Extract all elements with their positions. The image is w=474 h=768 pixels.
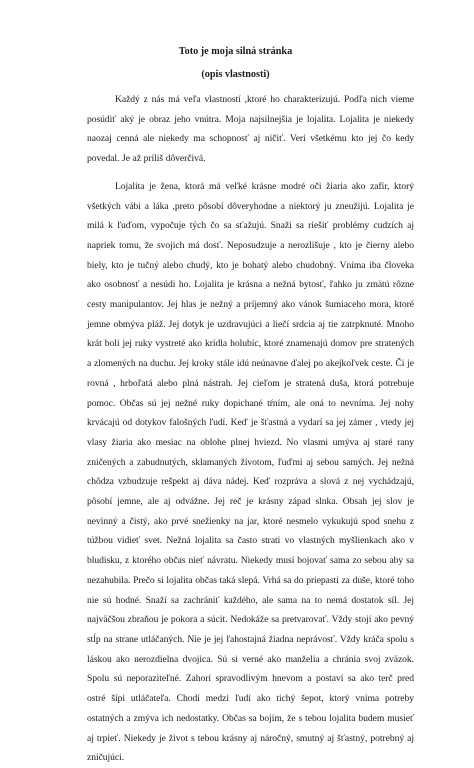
paragraph-description: Lojalita je žena, ktorá má veľké krásne modré oči žiaria ako zafír, ktorý všetkých vábi a láka ,preto pôsobí dôveryhodne a niektorý ju zneužijú. Lojalita je milá k ľuďom, vypočuje tých čo sa sťažujú. Snaží sa riešiť problémy cudzích aj napriek tomu, že svojich má dosť. Neposudzuje a nerozlišuje , kto je čierny alebo biely, kto je tučný alebo chudý, kto je bohatý alebo chudobný. Vníma iba človeka ako osobnosť a nesúdi ho. Lojalita je krásna a nežná bytosť, ľahko ju zmätú rôzne cesty manipulantov. Jej hlas je nežný a príjemný ako vánok šumiaceho mora, ktoré jemne obmýva pláž. Jej dotyk je uzdravujúci a liečí srdcia aj tie zatrpknuté. Mnoho krát boli jej ruky vystreté ako krídla holubíc, ktoré znamenajú domov pre stratených a zlomených na duchu. Jej kroky stále idú neúnavne ďalej po akejkoľvek ceste. Či je rovná , hrboľatá alebo plná nástrah. Jej cieľom je stratená duša, ktorá potrebuje pomoc. Občas sú jej nežné ruky dopichané tŕním, ale oná to nevníma. Jej nohy krvácajú od dotykov falošných ľudí. Keď je šťastná a vydarí sa jej zámer , vtedy jej vlasy žiaria ako mesiac na oblohe plnej hviezd. No vlasmi umýva aj staré rany zničených a zabudnutých, sklamaných životom, ľuďmi aj sebou samých. Jej nežná chôdza vzbudzuje rešpekt aj dáva nádej. Keď rozpráva a slová z nej vychádzajú, pôsobí jemne, ale aj odvážne. Jej reč je krásny západ slnka. Obsah jej slov je nevinný a čistý, ako prvé snežienky na jar, ktoré nesmelo vykukujú spod snehu z túžbou vidieť svet. Nežná lojalita sa často strati vo vlastných myšlienkach ako v bludisku, z ktorého občas nieť návratu. Niekedy musí bojovať sama zo sebou aby sa nezahubila. Prečo si lojalita občas taká slepá. Vrhá sa do priepasti za duše, ktoré toho nie sú hodné. Snaží sa zachrániť každého, ale sama na to nemá dostatok síl. Jej najväčšou zbraňou je pokora a súcit. Nedokáže sa pretvarovať. Vždy stojí ako pevný stĺp na strane utláčaných. Nie je jej ľahostajná žiadna neprávosť. Vždy kráča spolu s láskou ako nerozdielna dvojica. Sú si verné ako manželia a chránia svoj zväzok. Spolu sú neporaziteľné. Zahorí spravodlivým hnevom a postaví sa ako terč pred ostré šípi utláčateľa. Chodí medzi ľudí ako tichý šepot, ktorý vníma potreby ostatných a zmýva ich nedostatky. Občas sa bojím, že s tebou lojalita budem musieť aj trpieť. Niekedy je život s tebou krásny aj náročný, smutný aj šťastný, potrebný aj zničujúci. xyxy=(87,180,414,764)
paragraph-intro: Každý z nás má veľa vlastností ,ktoré ho charakterizujú. Podľa nich vieme posúdiť aký je obraz jeho vnútra. Moja najsilnejšia je lojalita. Lojalita je niekedy naozaj cenná ale niekedy ma schopnosť aj ničiť. Veri všetkému kto jej čo kedy povedal. Je až príliš dôverčivá. xyxy=(87,94,414,165)
document-title: Toto je moja silná stránka xyxy=(178,46,293,57)
document-subtitle: (opis vlastnosti) xyxy=(201,69,270,80)
